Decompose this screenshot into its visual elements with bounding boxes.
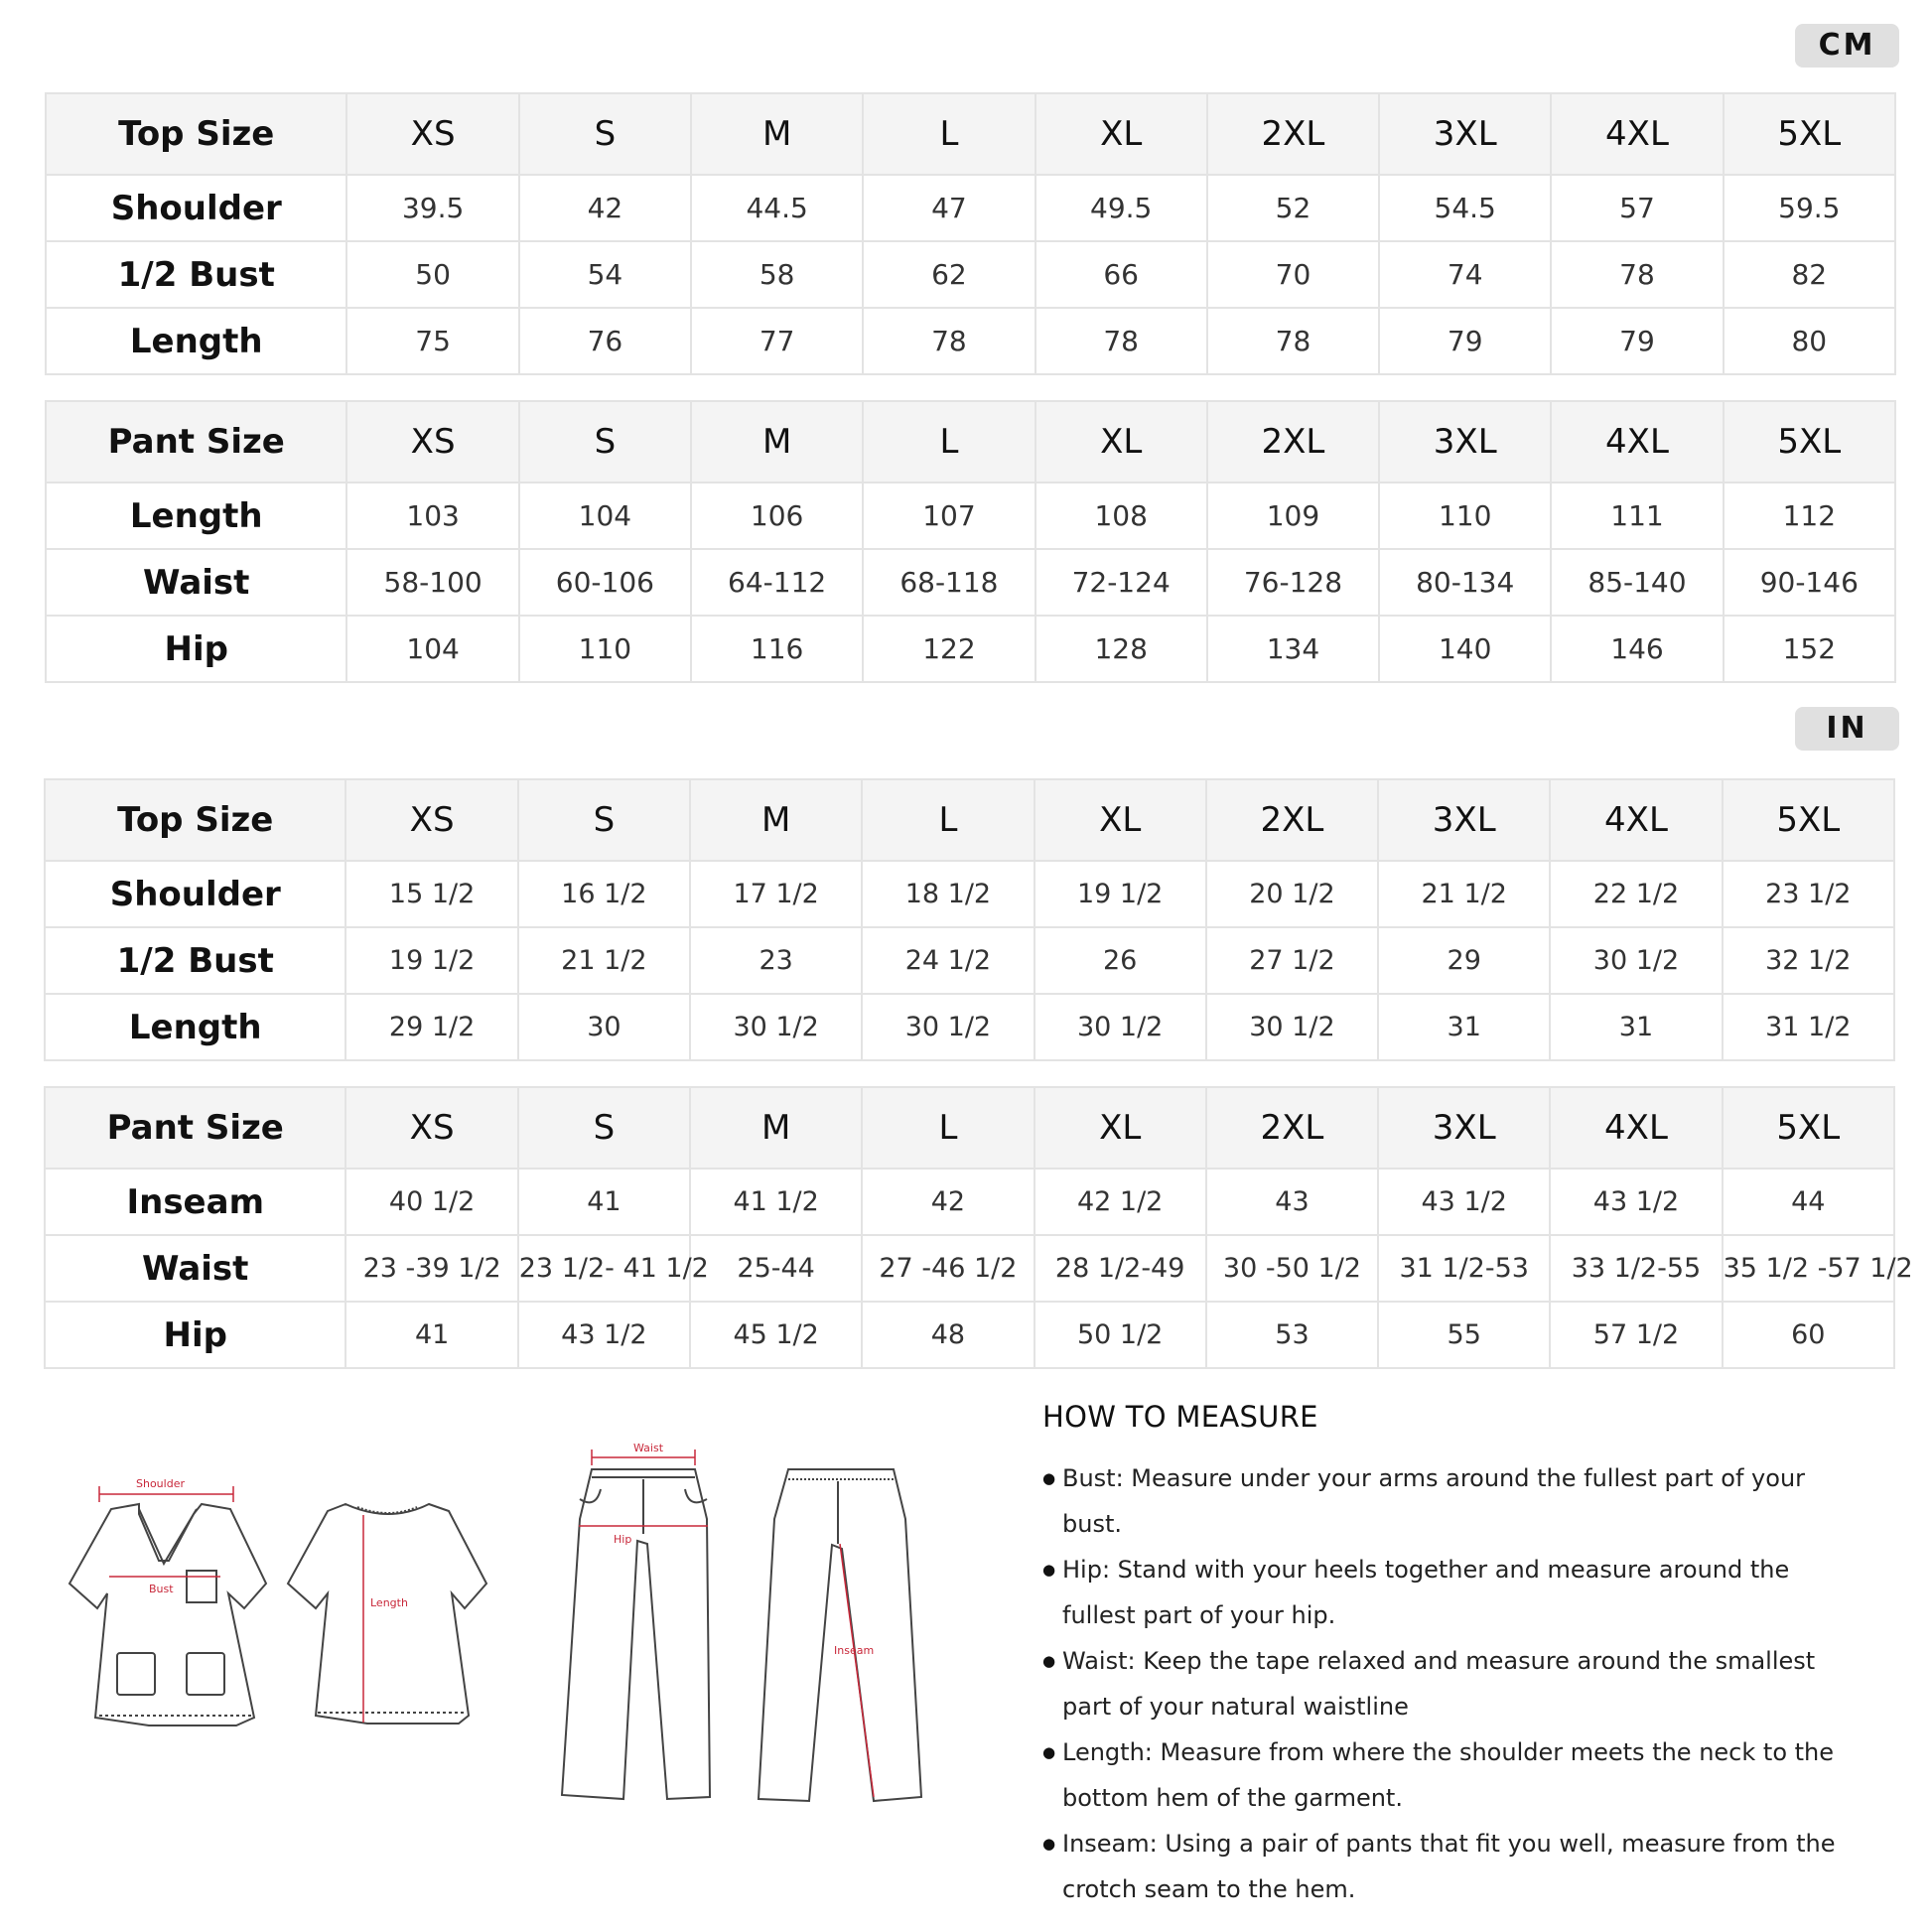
measure-value-cell: 47 [863, 175, 1035, 241]
length-label: Length [370, 1596, 408, 1609]
measure-value-cell: 30 [518, 994, 690, 1060]
row-header-cell: Pant Size [45, 1087, 345, 1169]
measure-value-cell: 31 [1550, 994, 1722, 1060]
measure-value-cell: 76-128 [1207, 549, 1379, 616]
size-header-cell: M [690, 779, 862, 861]
size-header-cell: 5XL [1724, 93, 1895, 175]
unit-badge-in: IN [1795, 707, 1899, 751]
how-to-measure-list [1042, 1455, 1857, 1912]
measure-value-cell: 53 [1206, 1302, 1378, 1368]
pants-front-illustration [562, 1469, 710, 1799]
measure-value-cell: 16 1/2 [518, 861, 690, 927]
measure-value-cell: 22 1/2 [1550, 861, 1722, 927]
measure-value-cell: 30 1/2 [1550, 927, 1722, 994]
size-header-cell: 4XL [1551, 93, 1723, 175]
measure-value-cell: 58-100 [346, 549, 518, 616]
measure-value-cell: 39.5 [346, 175, 518, 241]
measure-tip-bust: ● Bust: Measure under your arms around the fullest part of your bust. [1042, 1455, 1857, 1547]
measure-value-cell: 50 [346, 241, 518, 308]
size-header-cell: XS [345, 1087, 517, 1169]
measure-value-cell: 31 [1378, 994, 1550, 1060]
measure-value-cell: 134 [1207, 616, 1379, 682]
measure-value-cell: 54.5 [1379, 175, 1551, 241]
measure-value-cell: 146 [1551, 616, 1723, 682]
measure-value-cell: 80 [1724, 308, 1895, 374]
measure-value-cell: 55 [1378, 1302, 1550, 1368]
measure-value-cell: 78 [1035, 308, 1207, 374]
measure-value-cell: 20 1/2 [1206, 861, 1378, 927]
measure-value-cell: 28 1/2-49 [1035, 1235, 1206, 1302]
shoulder-label: Shoulder [136, 1477, 185, 1490]
measure-value-cell: 78 [1207, 308, 1379, 374]
measure-name-cell: 1/2 Bust [45, 927, 345, 994]
size-header-cell: 4XL [1550, 1087, 1722, 1169]
measure-value-cell: 30 -50 1/2 [1206, 1235, 1378, 1302]
size-header-cell: 2XL [1207, 93, 1379, 175]
measure-value-cell: 18 1/2 [862, 861, 1034, 927]
size-header-cell: 5XL [1723, 779, 1894, 861]
measure-value-cell: 85-140 [1551, 549, 1723, 616]
inseam-measure-line [840, 1544, 874, 1797]
size-header-cell: 3XL [1379, 93, 1551, 175]
measure-value-cell: 23 [690, 927, 862, 994]
size-header-cell: 5XL [1723, 1087, 1894, 1169]
measure-name-cell: Hip [45, 1302, 345, 1368]
measure-value-cell: 57 1/2 [1550, 1302, 1722, 1368]
measure-value-cell: 72-124 [1035, 549, 1207, 616]
measure-value-cell: 32 1/2 [1723, 927, 1894, 994]
measure-value-cell: 106 [691, 483, 863, 549]
measure-value-cell: 79 [1379, 308, 1551, 374]
measure-value-cell: 30 1/2 [1206, 994, 1378, 1060]
measure-value-cell: 60-106 [519, 549, 691, 616]
measure-value-cell: 103 [346, 483, 518, 549]
size-header-cell: XS [346, 401, 518, 483]
measure-value-cell: 140 [1379, 616, 1551, 682]
measure-name-cell: Inseam [45, 1169, 345, 1235]
measure-value-cell: 33 1/2-55 [1550, 1235, 1722, 1302]
size-header-cell: L [862, 1087, 1034, 1169]
size-header-cell: S [519, 93, 691, 175]
size-header-cell: 4XL [1551, 401, 1723, 483]
unit-badge-cm: CM [1795, 24, 1899, 68]
measure-value-cell: 41 1/2 [690, 1169, 862, 1235]
measure-value-cell: 43 1/2 [1378, 1169, 1550, 1235]
size-header-cell: M [691, 93, 863, 175]
measure-value-cell: 62 [863, 241, 1035, 308]
measure-value-cell: 74 [1379, 241, 1551, 308]
measure-value-cell: 27 1/2 [1206, 927, 1378, 994]
measure-value-cell: 29 1/2 [345, 994, 517, 1060]
measure-value-cell: 26 [1035, 927, 1206, 994]
size-header-cell: 2XL [1206, 779, 1378, 861]
measure-value-cell: 52 [1207, 175, 1379, 241]
size-header-cell: L [862, 779, 1034, 861]
measure-name-cell: Shoulder [45, 861, 345, 927]
measure-value-cell: 78 [1551, 241, 1723, 308]
measure-value-cell: 44 [1723, 1169, 1894, 1235]
measure-value-cell: 57 [1551, 175, 1723, 241]
measure-value-cell: 23 1/2 [1723, 861, 1894, 927]
measure-value-cell: 107 [863, 483, 1035, 549]
measure-value-cell: 42 1/2 [1035, 1169, 1206, 1235]
measure-value-cell: 31 1/2-53 [1378, 1235, 1550, 1302]
measure-tip-inseam: ● Inseam: Using a pair of pants that fit you well, measure from the crotch seam to the hem. [1042, 1821, 1857, 1912]
measure-value-cell: 40 1/2 [345, 1169, 517, 1235]
measure-value-cell: 43 1/2 [1550, 1169, 1722, 1235]
measure-value-cell: 60 [1723, 1302, 1894, 1368]
measure-value-cell: 25-44 [690, 1235, 862, 1302]
measure-name-cell: Waist [45, 1235, 345, 1302]
size-header-cell: L [863, 93, 1035, 175]
size-header-cell: 3XL [1378, 1087, 1550, 1169]
measure-value-cell: 23 1/2- 41 1/2 [518, 1235, 690, 1302]
measure-value-cell: 50 1/2 [1035, 1302, 1206, 1368]
measure-name-cell: Hip [46, 616, 346, 682]
measure-name-cell: Length [46, 308, 346, 374]
measure-value-cell: 111 [1551, 483, 1723, 549]
measure-value-cell: 30 1/2 [1035, 994, 1206, 1060]
size-header-cell: 2XL [1207, 401, 1379, 483]
how-to-measure-title: HOW TO MEASURE [1042, 1400, 1318, 1434]
size-header-cell: S [519, 401, 691, 483]
measure-value-cell: 43 1/2 [518, 1302, 690, 1368]
measure-value-cell: 152 [1724, 616, 1895, 682]
measure-value-cell: 78 [863, 308, 1035, 374]
measure-value-cell: 48 [862, 1302, 1034, 1368]
measure-value-cell: 21 1/2 [1378, 861, 1550, 927]
shoulder-measure-line [99, 1486, 233, 1577]
size-header-cell: 3XL [1379, 401, 1551, 483]
measure-value-cell: 49.5 [1035, 175, 1207, 241]
measure-value-cell: 79 [1551, 308, 1723, 374]
row-header-cell: Top Size [46, 93, 346, 175]
measure-value-cell: 42 [862, 1169, 1034, 1235]
measure-value-cell: 44.5 [691, 175, 863, 241]
size-header-cell: XL [1035, 93, 1207, 175]
size-header-cell: 3XL [1378, 779, 1550, 861]
measure-name-cell: 1/2 Bust [46, 241, 346, 308]
measure-value-cell: 23 -39 1/2 [345, 1235, 517, 1302]
measure-value-cell: 21 1/2 [518, 927, 690, 994]
measure-value-cell: 19 1/2 [1035, 861, 1206, 927]
measure-value-cell: 41 [518, 1169, 690, 1235]
measure-value-cell: 82 [1724, 241, 1895, 308]
top-back-illustration [288, 1504, 486, 1724]
size-header-cell: S [518, 779, 690, 861]
measure-value-cell: 41 [345, 1302, 517, 1368]
measure-value-cell: 90-146 [1724, 549, 1895, 616]
size-header-cell: 2XL [1206, 1087, 1378, 1169]
measure-value-cell: 112 [1724, 483, 1895, 549]
measure-value-cell: 54 [519, 241, 691, 308]
measure-value-cell: 116 [691, 616, 863, 682]
size-header-cell: XS [346, 93, 518, 175]
size-header-cell: M [690, 1087, 862, 1169]
measure-value-cell: 31 1/2 [1723, 994, 1894, 1060]
measure-value-cell: 29 [1378, 927, 1550, 994]
measure-value-cell: 77 [691, 308, 863, 374]
measure-value-cell: 17 1/2 [690, 861, 862, 927]
measure-value-cell: 75 [346, 308, 518, 374]
measure-value-cell: 43 [1206, 1169, 1378, 1235]
measure-value-cell: 104 [519, 483, 691, 549]
measure-value-cell: 66 [1035, 241, 1207, 308]
size-header-cell: XS [345, 779, 517, 861]
measure-tip-waist: ● Waist: Keep the tape relaxed and measure around the smallest part of your natural waistline [1042, 1638, 1857, 1729]
measure-value-cell: 30 1/2 [862, 994, 1034, 1060]
measure-name-cell: Shoulder [46, 175, 346, 241]
top-front-illustration [69, 1504, 266, 1725]
measure-value-cell: 35 1/2 -57 1/2 [1723, 1235, 1894, 1302]
measure-value-cell: 122 [863, 616, 1035, 682]
measure-value-cell: 68-118 [863, 549, 1035, 616]
row-header-cell: Top Size [45, 779, 345, 861]
inseam-label: Inseam [834, 1644, 875, 1657]
how-to-measure-section [1042, 1400, 1857, 1912]
measure-value-cell: 108 [1035, 483, 1207, 549]
measure-value-cell: 30 1/2 [690, 994, 862, 1060]
measure-name-cell: Waist [46, 549, 346, 616]
size-header-cell: S [518, 1087, 690, 1169]
size-header-cell: 5XL [1724, 401, 1895, 483]
measure-value-cell: 70 [1207, 241, 1379, 308]
measure-value-cell: 27 -46 1/2 [862, 1235, 1034, 1302]
measure-name-cell: Length [46, 483, 346, 549]
measure-value-cell: 24 1/2 [862, 927, 1034, 994]
measure-value-cell: 15 1/2 [345, 861, 517, 927]
row-header-cell: Pant Size [46, 401, 346, 483]
size-header-cell: XL [1035, 401, 1207, 483]
measure-value-cell: 76 [519, 308, 691, 374]
waist-label: Waist [633, 1442, 664, 1454]
pants-back-illustration [759, 1469, 921, 1801]
measure-value-cell: 45 1/2 [690, 1302, 862, 1368]
hip-label: Hip [614, 1533, 632, 1546]
measure-value-cell: 110 [1379, 483, 1551, 549]
measure-tip-length: ● Length: Measure from where the shoulder meets the neck to the bottom hem of the garment. [1042, 1729, 1857, 1821]
size-header-cell: L [863, 401, 1035, 483]
measure-tip-hip: ● Hip: Stand with your heels together and measure around the fullest part of your hip. [1042, 1547, 1857, 1638]
measure-value-cell: 42 [519, 175, 691, 241]
measure-value-cell: 64-112 [691, 549, 863, 616]
measure-value-cell: 109 [1207, 483, 1379, 549]
measure-value-cell: 59.5 [1724, 175, 1895, 241]
measure-value-cell: 80-134 [1379, 549, 1551, 616]
measure-name-cell: Length [45, 994, 345, 1060]
size-header-cell: XL [1035, 779, 1206, 861]
size-header-cell: 4XL [1550, 779, 1722, 861]
size-header-cell: M [691, 401, 863, 483]
measure-value-cell: 128 [1035, 616, 1207, 682]
measure-value-cell: 19 1/2 [345, 927, 517, 994]
measure-value-cell: 110 [519, 616, 691, 682]
measure-value-cell: 58 [691, 241, 863, 308]
measure-value-cell: 104 [346, 616, 518, 682]
bust-label: Bust [149, 1583, 174, 1595]
size-header-cell: XL [1035, 1087, 1206, 1169]
